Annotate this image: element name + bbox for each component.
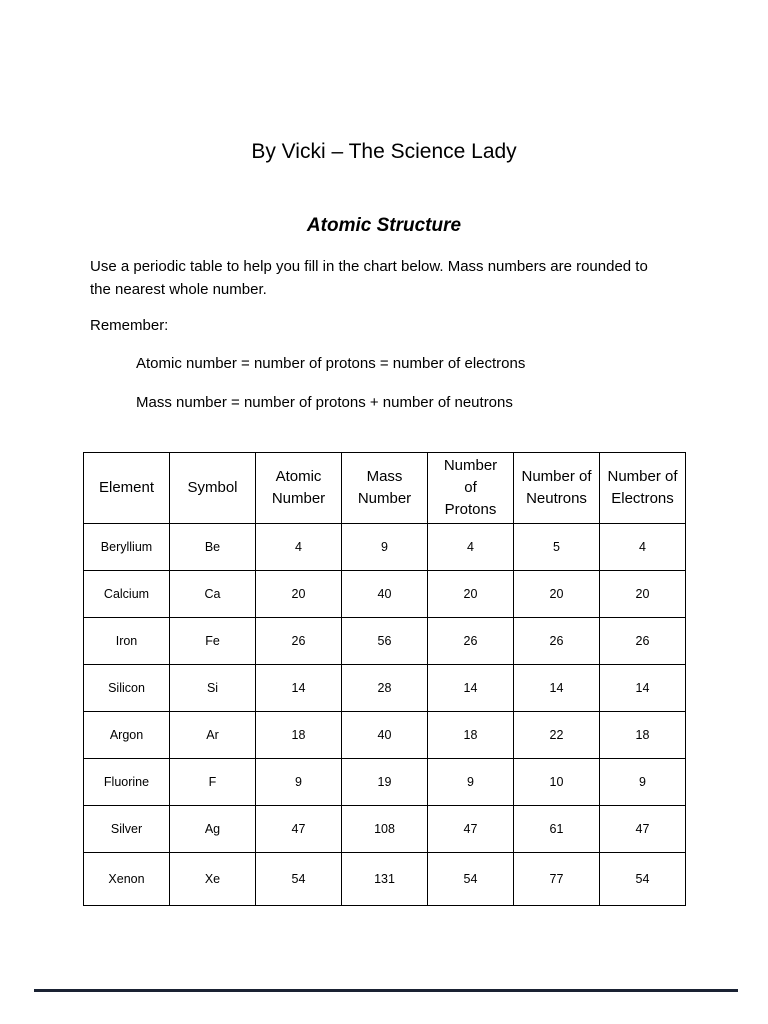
cell-atomic-number: 26 xyxy=(256,618,342,665)
header-symbol: Symbol xyxy=(170,453,256,524)
cell-neutrons: 5 xyxy=(514,524,600,571)
cell-neutrons: 22 xyxy=(514,712,600,759)
header-atomic-number: Atomic Number xyxy=(256,453,342,524)
cell-element: Iron xyxy=(84,618,170,665)
cell-electrons: 47 xyxy=(600,806,686,853)
atomic-structure-table xyxy=(83,452,686,906)
table-row xyxy=(84,571,686,618)
cell-symbol: Ca xyxy=(170,571,256,618)
cell-mass-number: 40 xyxy=(342,571,428,618)
cell-neutrons: 77 xyxy=(514,853,600,906)
cell-symbol: Ar xyxy=(170,712,256,759)
cell-electrons: 26 xyxy=(600,618,686,665)
header-protons: Number of Protons xyxy=(428,453,514,524)
cell-protons: 18 xyxy=(428,712,514,759)
table-row xyxy=(84,665,686,712)
cell-atomic-number: 47 xyxy=(256,806,342,853)
atomic-number-rule: Atomic number = number of protons = number of electrons xyxy=(136,355,526,372)
cell-mass-number: 19 xyxy=(342,759,428,806)
table-row xyxy=(84,759,686,806)
table-header-row xyxy=(84,453,686,524)
mass-number-rule: Mass number = number of protons + number of neutrons xyxy=(136,394,513,411)
cell-protons: 54 xyxy=(428,853,514,906)
table-row xyxy=(84,618,686,665)
cell-symbol: Xe xyxy=(170,853,256,906)
cell-element: Calcium xyxy=(84,571,170,618)
cell-electrons: 9 xyxy=(600,759,686,806)
header-element: Element xyxy=(84,453,170,524)
cell-electrons: 4 xyxy=(600,524,686,571)
cell-protons: 20 xyxy=(428,571,514,618)
cell-symbol: Si xyxy=(170,665,256,712)
cell-neutrons: 14 xyxy=(514,665,600,712)
cell-atomic-number: 18 xyxy=(256,712,342,759)
table-row xyxy=(84,524,686,571)
header-mass-number: Mass Number xyxy=(342,453,428,524)
cell-atomic-number: 20 xyxy=(256,571,342,618)
page-title: Atomic Structure xyxy=(306,215,462,236)
cell-element: Argon xyxy=(84,712,170,759)
cell-mass-number: 108 xyxy=(342,806,428,853)
cell-protons: 47 xyxy=(428,806,514,853)
cell-element: Silicon xyxy=(84,665,170,712)
header-title: By Vicki – The Science Lady xyxy=(251,140,517,163)
cell-neutrons: 61 xyxy=(514,806,600,853)
cell-mass-number: 56 xyxy=(342,618,428,665)
page-divider xyxy=(34,989,738,992)
cell-element: Beryllium xyxy=(84,524,170,571)
cell-protons: 4 xyxy=(428,524,514,571)
cell-atomic-number: 54 xyxy=(256,853,342,906)
cell-electrons: 20 xyxy=(600,571,686,618)
cell-electrons: 14 xyxy=(600,665,686,712)
cell-neutrons: 10 xyxy=(514,759,600,806)
header-electrons: Number of Electrons xyxy=(600,453,686,524)
cell-mass-number: 9 xyxy=(342,524,428,571)
cell-symbol: Ag xyxy=(170,806,256,853)
cell-element: Silver xyxy=(84,806,170,853)
cell-symbol: Be xyxy=(170,524,256,571)
cell-mass-number: 28 xyxy=(342,665,428,712)
cell-element: Xenon xyxy=(84,853,170,906)
cell-neutrons: 20 xyxy=(514,571,600,618)
table-row xyxy=(84,806,686,853)
cell-symbol: Fe xyxy=(170,618,256,665)
cell-neutrons: 26 xyxy=(514,618,600,665)
table-row xyxy=(84,853,686,906)
cell-atomic-number: 4 xyxy=(256,524,342,571)
table-row xyxy=(84,712,686,759)
cell-atomic-number: 9 xyxy=(256,759,342,806)
cell-electrons: 18 xyxy=(600,712,686,759)
instructions-text: Use a periodic table to help you fill in the chart below. Mass numbers are rounded to the nearest whole number. xyxy=(90,258,648,298)
header-neutrons: Number of Neutrons xyxy=(514,453,600,524)
cell-mass-number: 40 xyxy=(342,712,428,759)
cell-element: Fluorine xyxy=(84,759,170,806)
cell-atomic-number: 14 xyxy=(256,665,342,712)
cell-electrons: 54 xyxy=(600,853,686,906)
cell-symbol: F xyxy=(170,759,256,806)
remember-label: Remember: xyxy=(90,317,169,334)
cell-mass-number: 131 xyxy=(342,853,428,906)
cell-protons: 14 xyxy=(428,665,514,712)
cell-protons: 26 xyxy=(428,618,514,665)
cell-protons: 9 xyxy=(428,759,514,806)
